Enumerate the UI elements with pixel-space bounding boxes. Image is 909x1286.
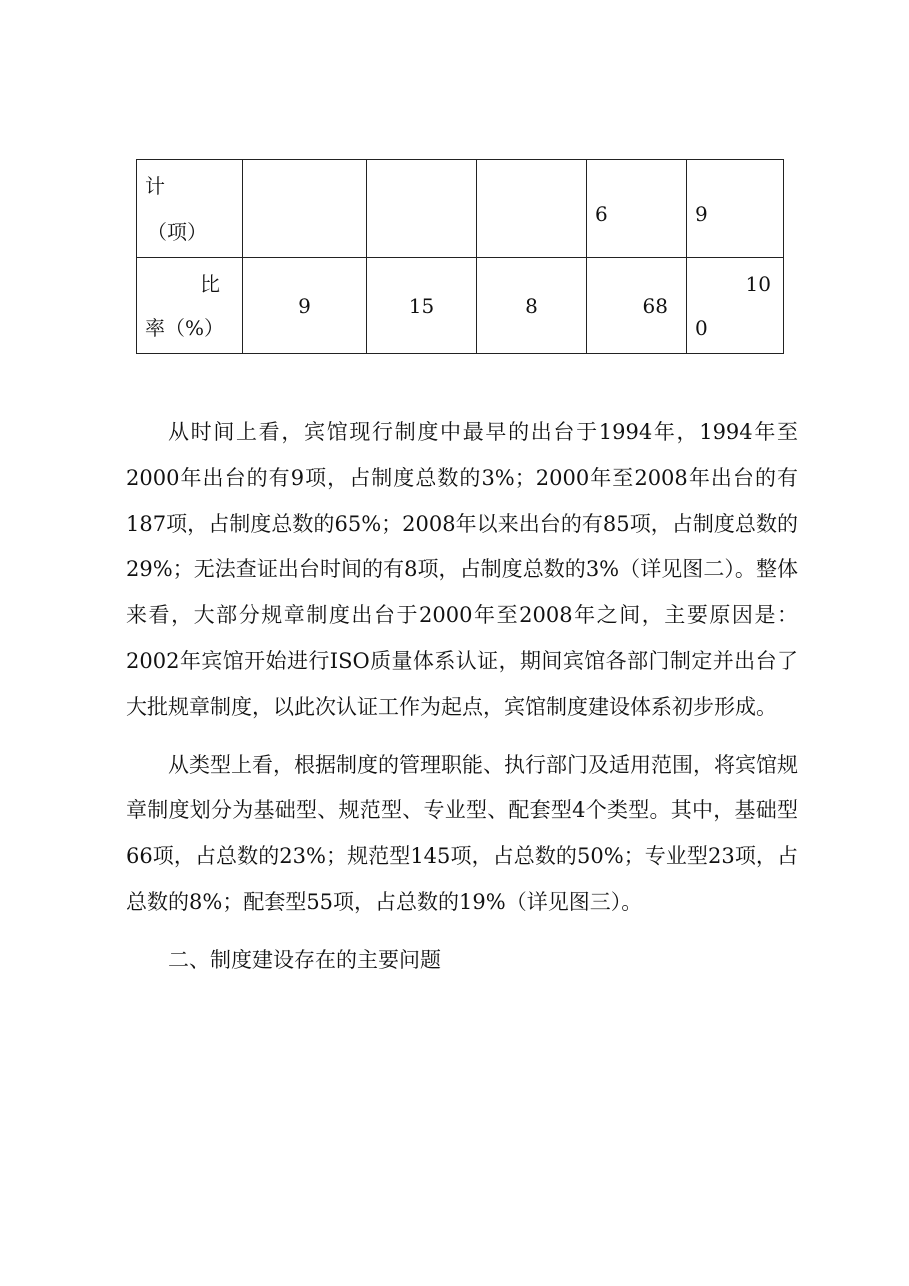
row-label-count-line1: 计 [145,174,165,198]
table-cell [477,258,587,354]
table-row-ratio [137,258,784,354]
paragraph-time-analysis: 从时间上看，宾馆现行制度中最早的出台于1994年，1994年至2000年出台的有9项，占制度总数的3%；2000年至2008年出台的有187项，占制度总数的65%；2008年以来出台的有85项，占制度总数的29%；无法查证出台时间的有8项，占制度总数的3%（详见图二）。整体来看，大部分规章制度出台于2000年至2008年之间，主要原因是：2002年宾馆开始进行ISO质量体系认证，期间宾馆各部门制定并出台了大批规章制度，以此次认证工作为起点，宾馆制度建设体系初步形成。 [126,420,798,719]
row-label-ratio-line2: 率（%） [145,316,225,340]
statistics-table-fragment [136,159,783,354]
paragraph-type-analysis: 从类型上看，根据制度的管理职能、执行部门及适用范围，将宾馆规章制度划分为基础型、规范型、专业型、配套型4个类型。其中，基础型66项，占总数的23%；规范型145项，占总数的50%；专业型23项，占总数的8%；配套型55项，占总数的19%（详见图三）。 [126,752,798,914]
table-cell [687,258,784,354]
cell-value: 8 [525,294,538,318]
cell-value: 68 [642,294,668,318]
cell-value: 9 [695,202,708,226]
cell-value-line2: 0 [695,316,708,340]
table-cell [243,160,367,258]
table-cell [243,258,367,354]
row-label-ratio [137,258,243,354]
row-label-count [137,160,243,258]
cell-value-line1: 10 [745,272,771,296]
table-cell [587,160,687,258]
section-heading: 二、制度建设存在的主要问题 [168,947,441,972]
cell-value: 6 [595,202,608,226]
statistics-table [136,159,784,354]
cell-value: 9 [298,294,311,318]
table-cell [477,160,587,258]
table-cell [687,160,784,258]
cell-value: 15 [408,294,435,318]
row-label-ratio-line1: 比 [200,272,220,296]
table-cell [587,258,687,354]
table-cell [367,258,477,354]
table-cell [367,160,477,258]
document-body [126,410,798,996]
row-label-count-line2: （项） [147,220,207,244]
table-row-count [137,160,784,258]
